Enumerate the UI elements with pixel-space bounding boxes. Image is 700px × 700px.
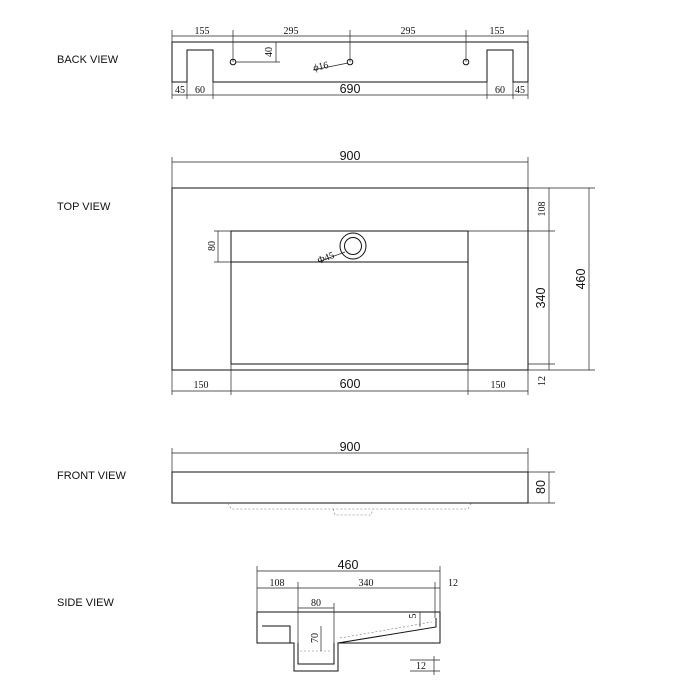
back-dim-45-left: 45 [175, 85, 185, 96]
top-dim-340: 340 [534, 287, 548, 309]
top-dim-108: 108 [537, 201, 548, 217]
side-dim-340: 340 [358, 578, 374, 589]
top-view-label: TOP VIEW [57, 201, 111, 213]
side-dim-70: 70 [310, 633, 321, 643]
side-dim-460: 460 [337, 558, 359, 572]
front-view [172, 440, 555, 515]
side-dim-5: 5 [408, 613, 419, 619]
top-view-basin [231, 231, 468, 364]
side-dim-12-top: 12 [448, 578, 458, 589]
top-dim-900: 900 [339, 149, 361, 163]
back-view-label: BACK VIEW [57, 54, 119, 66]
top-dim-600: 600 [339, 377, 361, 391]
side-view [257, 558, 458, 675]
back-dim-690: 690 [339, 82, 361, 96]
drain-inner [345, 238, 362, 255]
back-dim-60-left: 60 [195, 85, 205, 96]
back-dim-295-left: 295 [283, 26, 299, 37]
drain-outer [340, 233, 366, 259]
front-view-outline [172, 472, 528, 503]
top-dim-150-right: 150 [490, 380, 506, 391]
back-dim-155-right: 155 [489, 26, 505, 37]
front-dim-900: 900 [339, 440, 361, 454]
back-dim-295-right: 295 [400, 26, 416, 37]
top-view [172, 149, 595, 395]
side-dim-80: 80 [311, 598, 321, 609]
back-dim-155-left: 155 [194, 26, 210, 37]
back-dim-45-right: 45 [515, 85, 525, 96]
back-dim-60-right: 60 [495, 85, 505, 96]
back-dim-phi16: ϕ16 [312, 60, 330, 74]
front-dim-80: 80 [534, 480, 548, 494]
top-dim-460: 460 [574, 268, 588, 290]
side-view-label: SIDE VIEW [57, 597, 114, 609]
top-dim-phi45: Φ45 [316, 250, 337, 267]
top-dim-150-left: 150 [193, 380, 209, 391]
side-dim-12-bottom: 12 [416, 661, 426, 672]
back-dim-40: 40 [264, 47, 275, 57]
top-dim-80: 80 [207, 241, 218, 251]
back-view [172, 26, 528, 99]
front-view-label: FRONT VIEW [57, 470, 126, 482]
side-dim-108: 108 [269, 578, 285, 589]
top-dim-12: 12 [537, 376, 548, 386]
top-view-outline [172, 188, 528, 370]
